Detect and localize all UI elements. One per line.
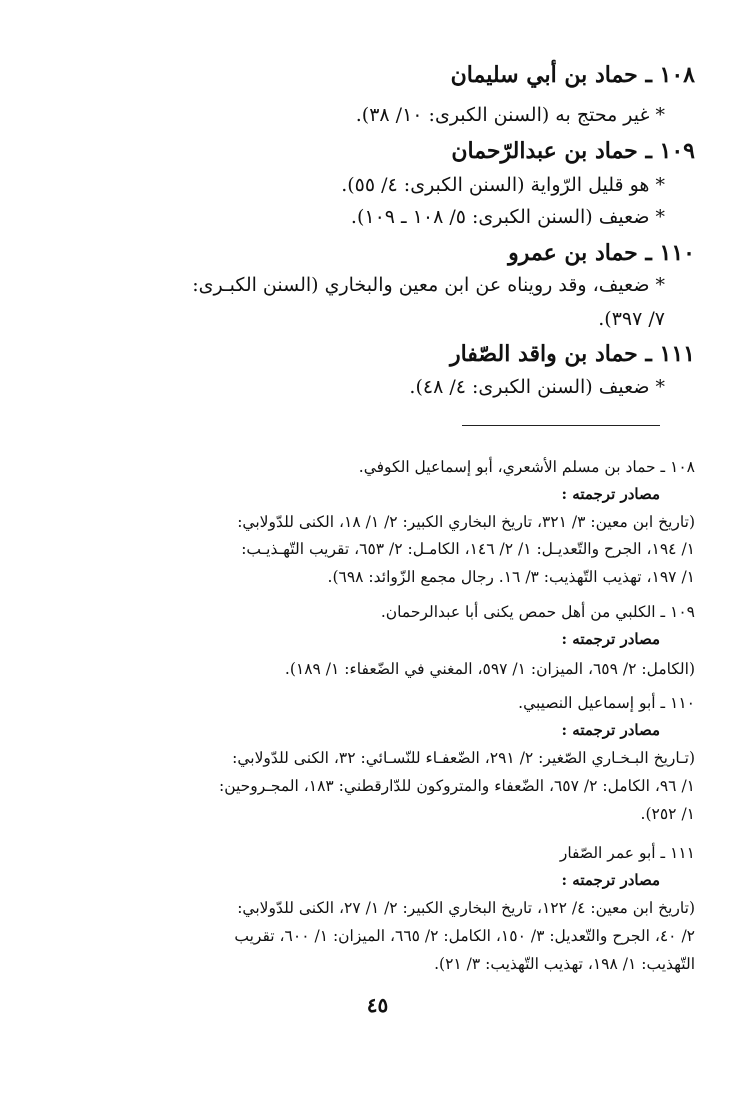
footnote-108-line-3: ١/ ١٩٧، تهذيب التّهذيب: ٣/ ١٦. رجال مجمع الزّوائد: ٦٩٨). — [327, 568, 695, 586]
footnote-110-sources-label: مصادر ترجمته : — [561, 721, 660, 739]
footnote-111-line-2: ٢/ ٤٠، الجرح والتّعديل: ٣/ ١٥٠، الكامل: ٢/ ٦٦٥، الميزان: ١/ ٦٠٠، تقريب — [234, 927, 695, 945]
entry-108-title: ١٠٨ ـ حماد بن أبي سليمان — [450, 62, 695, 88]
entry-111-line-1: * ضعيف (السنن الكبرى: ٤/ ٤٨). — [409, 376, 665, 398]
footnote-111-head: ١١١ ـ أبو عمر الصّفار — [559, 844, 695, 862]
entry-109-line-1: * هو قليل الرّواية (السنن الكبرى: ٤/ ٥٥). — [341, 174, 665, 196]
footnote-108-head: ١٠٨ ـ حماد بن مسلم الأشعري، أبو إسماعيل الكوفي. — [358, 458, 695, 476]
entry-110-title: ١١٠ ـ حماد بن عمرو — [508, 240, 695, 266]
entry-110-line-1: * ضعيف، وقد رويناه عن ابن معين والبخاري (السنن الكبـرى: — [192, 274, 665, 296]
footnote-111-line-3: التّهذيب: ١/ ١٩٨، تهذيب التّهذيب: ٣/ ٢١). — [434, 955, 695, 973]
entry-108-line-1: * غير محتج به (السنن الكبرى: ١٠/ ٣٨). — [355, 104, 665, 126]
entry-109-title: ١٠٩ ـ حماد بن عبدالرّحمان — [451, 138, 695, 164]
footnote-109-head: ١٠٩ ـ الكلبي من أهل حمص يكنى أبا عبدالرحمان. — [380, 603, 695, 621]
footnote-111-sources-label: مصادر ترجمته : — [561, 871, 660, 889]
footnote-108-sources-label: مصادر ترجمته : — [561, 485, 660, 503]
footnote-110-head: ١١٠ ـ أبو إسماعيل النصيبي. — [518, 694, 695, 712]
entry-111-title: ١١١ ـ حماد بن واقد الصّفار — [449, 341, 695, 367]
footnote-110-line-1: (تـاريخ البـخـاري الصّغير: ٢/ ٢٩١، الضّعفـاء للنّسـائي: ٣٢، الكنى للدّولابي: — [232, 749, 695, 767]
footnote-109-line-1: (الكامل: ٢/ ٦٥٩، الميزان: ١/ ٥٩٧، المغني في الضّعفاء: ١/ ١٨٩). — [284, 660, 695, 678]
page-number: ٤٥ — [366, 993, 389, 1017]
footnote-108-line-1: (تاريخ ابن معين: ٣/ ٣٢١، تاريخ البخاري الكبير: ٢/ ١/ ١٨، الكنى للدّولابي: — [237, 513, 695, 531]
footnote-110-line-2: ١/ ٩٦، الكامل: ٢/ ٦٥٧، الضّعفاء والمتروكون للدّارقطني: ١٨٣، المجـروحين: — [218, 777, 695, 795]
footnote-divider — [462, 425, 660, 426]
footnote-108-line-2: ١/ ١٩٤، الجرح والتّعديـل: ١/ ٢/ ١٤٦، الكامـل: ٢/ ٦٥٣، تقريب التّهـذيـب: — [241, 540, 695, 558]
footnote-111-line-1: (تاريخ ابن معين: ٤/ ١٢٢، تاريخ البخاري الكبير: ٢/ ١/ ٢٧، الكنى للدّولابي: — [237, 899, 695, 917]
entry-109-line-2: * ضعيف (السنن الكبرى: ٥/ ١٠٨ ـ ١٠٩). — [350, 206, 665, 228]
footnote-109-sources-label: مصادر ترجمته : — [561, 630, 660, 648]
entry-110-line-2: ٧/ ٣٩٧). — [598, 308, 665, 330]
footnote-110-line-3: ١/ ٢٥٢). — [640, 805, 695, 823]
